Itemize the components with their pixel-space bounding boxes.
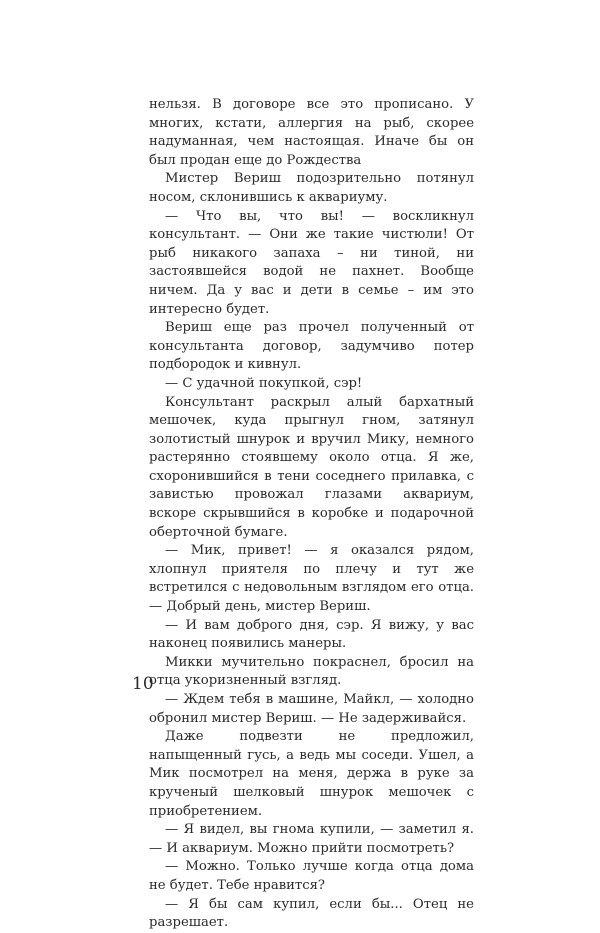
paragraph: — Можно. Только лучше когда отца дома не будет. Тебе нравится? <box>149 859 474 893</box>
paragraph: Вериш еще раз прочел полученный от консультанта договор, задумчиво потер подбородок и кивнул. <box>149 320 474 373</box>
paragraph: нельзя. В договоре все это прописано. У многих, кстати, аллергия на рыб, скорее надуманная, чем настоящая. Иначе бы он был продан еще до Рождества <box>149 97 474 168</box>
paragraph: Мистер Вериш подозрительно потянул носом, склонившись к аквариуму. <box>149 171 474 205</box>
paragraph: Микки мучительно покраснел, бросил на отца укоризненный взгляд. <box>149 654 474 689</box>
paragraph: — Я бы сам купил, если бы... Отец не разрешает. <box>149 896 474 931</box>
paragraph: — Что вы, что вы! — воскликнул консультант. — Они же такие чистюли! От рыб никакого запаха – ни тиной, ни застоявшейся водой не пахнет. Вообще ничем. Да у вас и дети в семье – им это интересно будет. <box>149 208 474 317</box>
paragraph: — И вам доброго дня, сэр. Я вижу, у вас наконец появились манеры. <box>149 617 474 652</box>
page-number: 10 <box>132 674 154 694</box>
paragraph: — С удачной покупкой, сэр! <box>165 375 363 391</box>
paragraph: — Я видел, вы гнома купили, — заметил я. — И аквариум. Можно прийти посмотреть? <box>149 822 474 856</box>
body-text <box>149 96 474 933</box>
paragraph: Даже подвезти не предложил, напыщенный гусь, а ведь мы соседи. Ушел, а Мик посмотрел на меня, держа в руке за крученый шелковый шнурок мешочек с приобретением. <box>149 729 474 819</box>
paragraph: — Ждем тебя в машине, Майкл, — холодно обронил мистер Вериш. — Не задерживайся. <box>149 692 474 726</box>
paragraph: Консультант раскрыл алый бархатный мешочек, куда прыгнул гном, затянул золотистый шнурок и вручил Мику, немного растерянно стоявшему около отца. Я же, схоронившийся в тени соседнего прилавка, с завистью провожал глазами аквариум, вскоре скрывшийся в коробке и подарочной оберточной бумаге. <box>149 394 474 540</box>
paragraph: — Мик, привет! — я оказался рядом, хлопнул приятеля по плечу и тут же встретился с недовольным взглядом его отца. — Добрый день, мистер Вериш. <box>149 543 474 615</box>
